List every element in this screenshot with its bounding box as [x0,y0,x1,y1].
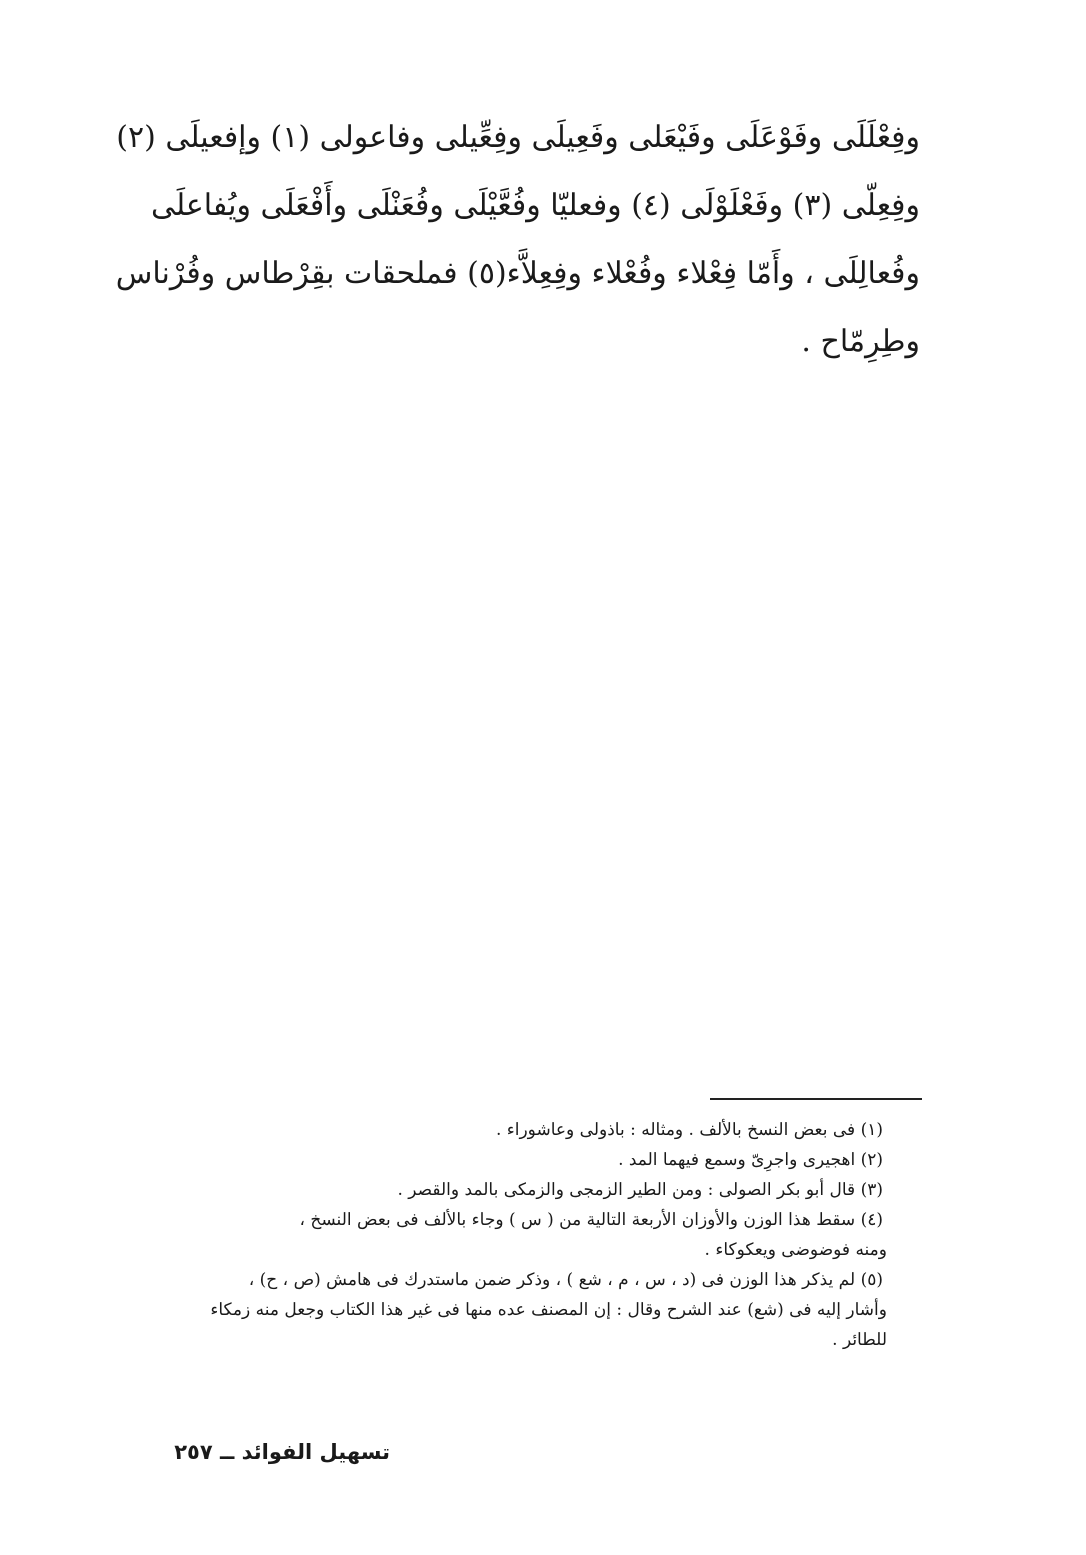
main-text-line: وطِرِمّاح . [801,324,920,359]
footnote-5: (٥) لم يذكر هذا الوزن فى (د ، س ، م ، شع ) ، وذكر ضمن ماستدرك فى هامش (ص ، ح) ، [248,1270,883,1290]
main-text-line: وفِعِلّى (٣) وفَعْلَوْلَى (٤) وفعليّا وفُعَّيْلَى وفُعَنْلَى وأَفْعَلَى ويُفاعلَى [150,188,920,223]
footnote-3: (٣) قال أبو بكر الصولى : ومن الطير الزمجى والزمكى بالمد والقصر . [397,1180,883,1200]
footnote-5-end: للطائر . [832,1330,887,1350]
main-text-block [115,104,920,376]
page-footer: تسهيل الفوائد ــ ٢٥٧ [174,1440,390,1464]
footnote-5-continued: وأشار إليه فى (شع) عند الشرح وقال : إن المصنف عده منها فى غير هذا الكتاب وجعل منه زمكاء [210,1300,887,1320]
main-text-line: وفُعالِلَى ، وأَمّا فِعْلاء وفُعْلاء وفِعِلاَّء(٥) فملحقات بقِرْطاس وفُرْناس [115,256,920,291]
footnote-1: (١) فى بعض النسخ بالألف . ومثاله : باذولى وعاشوراء . [495,1120,883,1140]
footnote-4-continued: ومنه فوضوضى ويعكوكاء . [704,1240,887,1260]
footnotes-block [183,1115,887,1355]
footnote-4: (٤) سقط هذا الوزن والأوزان الأربعة التالية من ( س ) وجاء بالألف فى بعض النسخ ، [299,1210,883,1230]
footnote-2: (٢) اهجيرى واجرِىّ وسمع فيهما المد . [618,1150,883,1170]
main-text-line: وفِعْلَلَى وفَوْعَلَى وفَيْعَلى وفَعِيلَى وفِعِّيلى وفاعولى (١) وإفعيلَى (٢) [116,120,920,155]
footnote-separator [710,1098,922,1100]
